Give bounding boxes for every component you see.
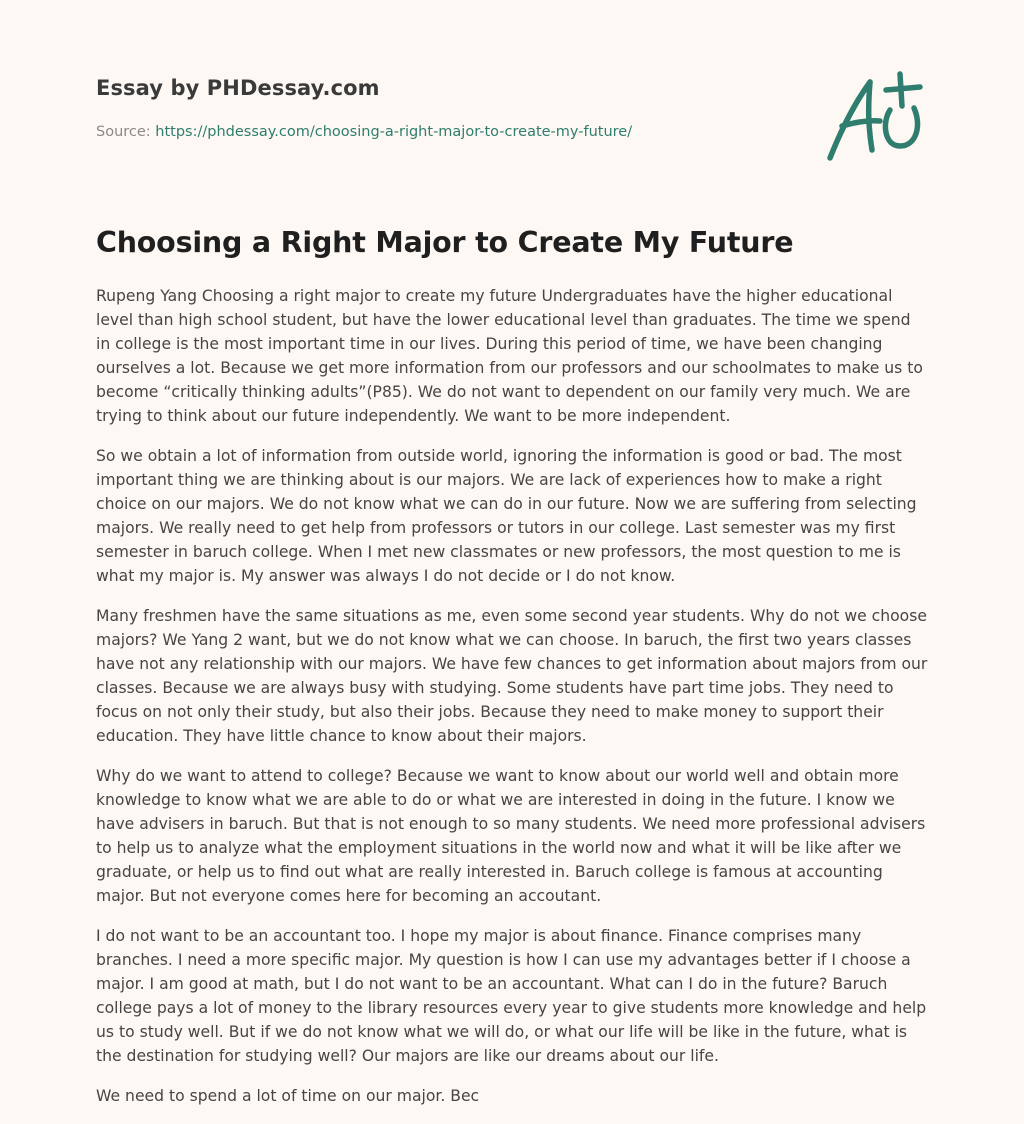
essay-paragraph: We need to spend a lot of time on our major. Bec <box>96 1087 480 1105</box>
source-link[interactable]: https://phdessay.com/choosing-a-right-major-to-create-my-future/ <box>155 124 633 140</box>
source-line <box>96 124 632 140</box>
essay-paragraph: So we obtain a lot of information from outside world, ignoring the information is good or bad. The most important thing we are thinking about is our majors. We are lack of experiences how to make a right choice on our majors. We do not know what we can do in our future. Now we are suffering from selecting majors. We really need to get help from professors or tutors in our college. Last semester was my first semester in baruch college. When I met new classmates or new professors, the most question to me is what my major is. My answer was always I do not decide or I do not know. <box>96 447 917 585</box>
source-label: Source: <box>96 124 151 140</box>
a-plus-logo-icon <box>818 66 930 166</box>
essay-paragraph: Why do we want to attend to college? Because we want to know about our world well and obtain more knowledge to know what we are able to do or what we are interested in doing in the future. I know we have advisers in baruch. But that is not enough to so many students. We need more professional advisers to help us to analyze what the employment situations in the world now and what it will be like after we graduate, or help us to find out what are really interested in. Baruch college is famous at accounting major. But not everyone comes here for becoming an accoutant. <box>96 767 926 905</box>
site-brand: Essay by PHDessay.com <box>96 76 380 100</box>
essay-paragraph: Many freshmen have the same situations as me, even some second year students. Why do not we choose majors? We Yang 2 want, but we do not know what we can choose. In baruch, the first two years classes have not any relationship with our majors. We have few chances to get information about majors from our classes. Because we are always busy with studying. Some students have part time jobs. They need to focus on not only their study, but also their jobs. Because they need to make money to support their education. They have little chance to know about their majors. <box>96 607 928 745</box>
essay-body <box>96 284 928 1124</box>
essay-paragraph: I do not want to be an accountant too. I hope my major is about finance. Finance comprises many branches. I need a more specific major. My question is how I can use my advantages better if I choose a major. I am good at math, but I do not want to be an accountant. What can I do in the future? Baruch college pays a lot of money to the library resources every year to give students more knowledge and help us to study well. But if we do not know what we will do, or what our life will be like in the future, what is the destination for studying well? Our majors are like our dreams about our life. <box>96 927 927 1065</box>
essay-title: Choosing a Right Major to Create My Future <box>96 226 794 259</box>
a-plus-logo <box>818 66 930 166</box>
essay-paragraph: Rupeng Yang Choosing a right major to create my future Undergraduates have the higher educational level than high school student, but have the lower educational level than graduates. The time we spend in college is the most important time in our lives. During this period of time, we have been changing ourselves a lot. Because we get more information from our professors and our schoolmates to make us to become “critically thinking adults”(P85). We do not want to dependent on our family very much. We are trying to think about our future independently. We want to be more independent. <box>96 287 923 425</box>
